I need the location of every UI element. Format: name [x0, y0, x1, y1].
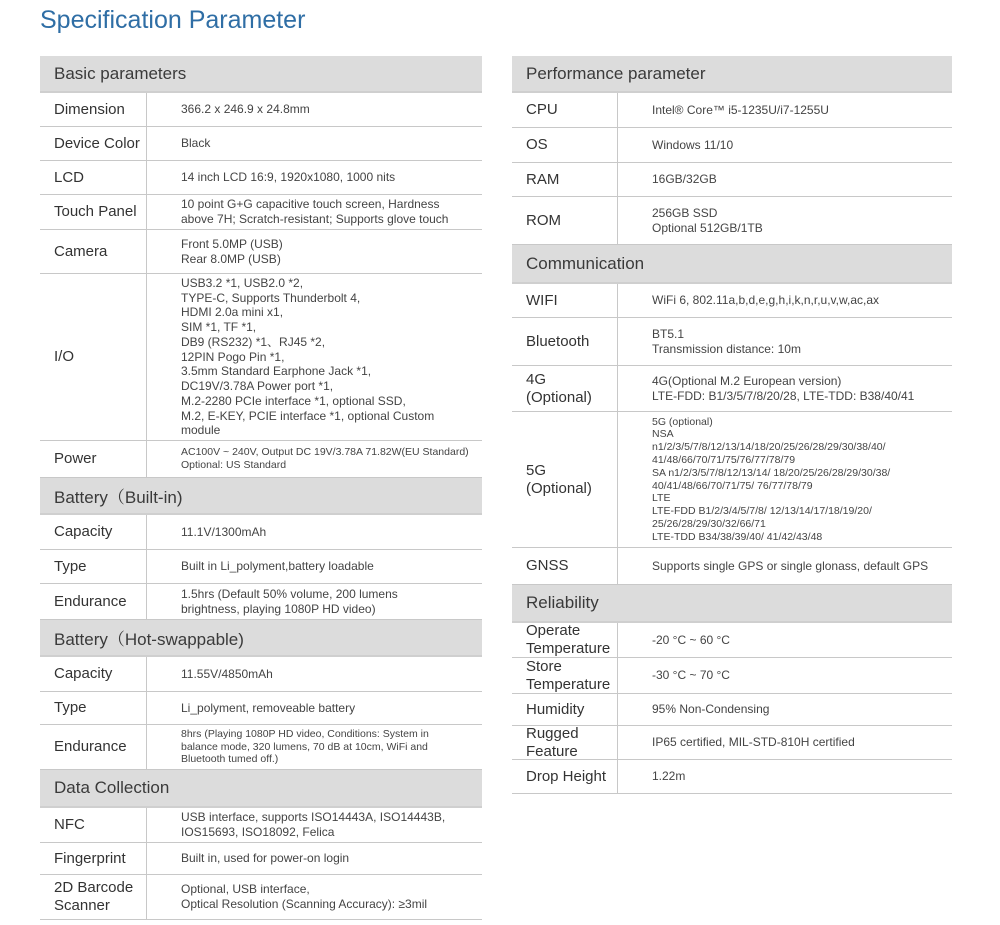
spec-row	[40, 441, 482, 478]
spec-value: 1.22m	[652, 769, 686, 784]
spec-value: WiFi 6, 802.11a,b,d,e,g,h,i,k,n,r,u,v,w,ac,ax	[652, 293, 880, 308]
spec-label: Touch Panel	[40, 195, 147, 229]
spec-label: Store Temperature	[512, 658, 618, 693]
spec-row	[512, 694, 952, 726]
spec-value: 11.1V/1300mAh	[181, 524, 267, 539]
spec-label: Power	[40, 441, 147, 477]
spec-label: OS	[512, 128, 618, 162]
spec-value: 5G (optional) NSA n1/2/3/5/7/8/12/13/14/18/20/25/26/28/29/30/38/40/ 41/48/66/70/71/75/76/77/78/79 SA n1/2/3/5/7/8/12/13/14/ 18/20/25/26/28/29/30/38/ 40/41/48/66/70/71/75/ 76/77/78/79 LTE LTE-FDD B1/2/3/4/5/7/8/ 12/13/14/17/18/19/20/ 25/26/28/29/30/32/66/71 LTE-TDD B34/38/39/40/ 41/42/43/48	[652, 415, 891, 543]
spec-label: Type	[40, 692, 147, 724]
spec-value: USB interface, supports ISO14443A, ISO14443B, IOS15693, ISO18092, Felica	[181, 810, 446, 839]
spec-label: Operate Temperature	[512, 623, 618, 657]
spec-value: -20 °C ~ 60 °C	[652, 632, 730, 647]
spec-label: CPU	[512, 93, 618, 127]
spec-row	[40, 843, 482, 875]
section-header: Communication	[512, 245, 952, 284]
spec-row	[40, 808, 482, 843]
spec-label: NFC	[40, 808, 147, 842]
spec-label: Bluetooth	[512, 318, 618, 365]
spec-label: Drop Height	[512, 760, 618, 793]
spec-label: Endurance	[40, 584, 147, 619]
spec-label: Capacity	[40, 657, 147, 691]
spec-row	[512, 318, 952, 366]
spec-row	[512, 658, 952, 694]
spec-value: BT5.1 Transmission distance: 10m	[652, 326, 801, 356]
spec-label: I/O	[40, 274, 147, 440]
spec-row	[512, 726, 952, 760]
spec-label: 5G (Optional)	[512, 412, 618, 547]
spec-row	[512, 93, 952, 128]
section-header: Battery（Hot-swappable)	[40, 620, 482, 657]
section-header: Basic parameters	[40, 56, 482, 93]
spec-label: Device Color	[40, 127, 147, 160]
spec-row	[512, 128, 952, 163]
spec-label: ROM	[512, 197, 618, 244]
spec-value: 16GB/32GB	[652, 172, 717, 187]
spec-value: IP65 certified, MIL-STD-810H certified	[652, 735, 855, 750]
section-header: Battery（Built-in)	[40, 478, 482, 515]
spec-value: 366.2 x 246.9 x 24.8mm	[181, 102, 310, 117]
spec-label: 4G (Optional)	[512, 366, 618, 411]
spec-row	[40, 584, 482, 620]
spec-label: RAM	[512, 163, 618, 196]
spec-label: Type	[40, 550, 147, 583]
spec-value: 8hrs (Playing 1080P HD video, Conditions: System in balance mode, 320 lumens, 70 dB at 10cm, WiFi and Bluetooth tumed off.)	[181, 727, 429, 766]
section-header: Reliability	[512, 585, 952, 623]
spec-value: Windows 11/10	[652, 137, 734, 152]
spec-row	[40, 127, 482, 161]
spec-label: LCD	[40, 161, 147, 194]
spec-label: Dimension	[40, 93, 147, 126]
spec-row	[512, 163, 952, 197]
spec-row	[512, 412, 952, 548]
spec-value: Optional, USB interface, Optical Resolution (Scanning Accuracy): ≥3mil	[181, 882, 428, 911]
spec-value: AC100V ~ 240V, Output DC 19V/3.78A 71.82W(EU Standard) Optional: US Standard	[181, 446, 469, 471]
spec-row	[512, 760, 952, 794]
spec-value: Front 5.0MP (USB) Rear 8.0MP (USB)	[181, 236, 283, 266]
spec-row	[512, 623, 952, 658]
spec-row	[40, 725, 482, 770]
spec-value: Intel® Core™ i5-1235U/i7-1255U	[652, 102, 829, 117]
spec-row	[40, 875, 482, 920]
spec-label: Camera	[40, 230, 147, 273]
spec-row	[40, 692, 482, 725]
spec-label: WIFI	[512, 284, 618, 317]
spec-row	[40, 93, 482, 127]
spec-value: USB3.2 *1, USB2.0 *2, TYPE-C, Supports Thunderbolt 4, HDMI 2.0a mini x1, SIM *1, TF *1, DB9 (RS232) *1、RJ45 *2, 12PIN Pogo Pin *1, 3.5mm Standard Earphone Jack *1, DC19V/3.78A Power port *1, M.2-2280 PCIe interface *1, optional SSD, M.2, E-KEY, PCIE interface *1, optional Custom module	[181, 275, 435, 438]
spec-row	[512, 197, 952, 245]
spec-value: 95% Non-Condensing	[652, 702, 770, 717]
spec-value: 11.55V/4850mAh	[181, 666, 273, 681]
spec-value: 256GB SSD Optional 512GB/1TB	[652, 205, 763, 235]
spec-value: Built in, used for power-on login	[181, 851, 350, 866]
spec-row	[512, 366, 952, 412]
spec-table-right	[512, 56, 952, 794]
spec-value: Li_polyment, removeable battery	[181, 700, 356, 715]
section-header: Data Collection	[40, 770, 482, 808]
spec-row	[40, 161, 482, 195]
spec-value: Supports single GPS or single glonass, default GPS	[652, 558, 929, 573]
page-title: Specification Parameter	[40, 6, 306, 34]
section-header: Performance parameter	[512, 56, 952, 93]
spec-row	[40, 195, 482, 230]
spec-value: Black	[181, 136, 211, 151]
spec-row	[40, 657, 482, 692]
spec-label: Rugged Feature	[512, 726, 618, 759]
spec-row	[40, 230, 482, 274]
spec-value: Built in Li_polyment,battery loadable	[181, 559, 374, 574]
spec-value: -30 °C ~ 70 °C	[652, 668, 730, 683]
spec-label: Fingerprint	[40, 843, 147, 874]
spec-row	[40, 515, 482, 550]
spec-label: Capacity	[40, 515, 147, 549]
spec-label: GNSS	[512, 548, 618, 584]
spec-value: 4G(Optional M.2 European version) LTE-FDD: B1/3/5/7/8/20/28, LTE-TDD: B38/40/41	[652, 373, 915, 403]
spec-label: Endurance	[40, 725, 147, 769]
spec-row	[512, 284, 952, 318]
spec-table-left	[40, 56, 482, 920]
spec-label: 2D Barcode Scanner	[40, 875, 147, 919]
spec-label: Humidity	[512, 694, 618, 725]
spec-value: 1.5hrs (Default 50% volume, 200 lumens brightness, playing 1080P HD video)	[181, 586, 398, 616]
spec-row	[40, 550, 482, 584]
spec-row	[512, 548, 952, 585]
spec-value: 10 point G+G capacitive touch screen, Hardness above 7H; Scratch-resistant; Supports glove touch	[181, 197, 449, 226]
spec-row	[40, 274, 482, 441]
spec-value: 14 inch LCD 16:9, 1920x1080, 1000 nits	[181, 170, 396, 185]
